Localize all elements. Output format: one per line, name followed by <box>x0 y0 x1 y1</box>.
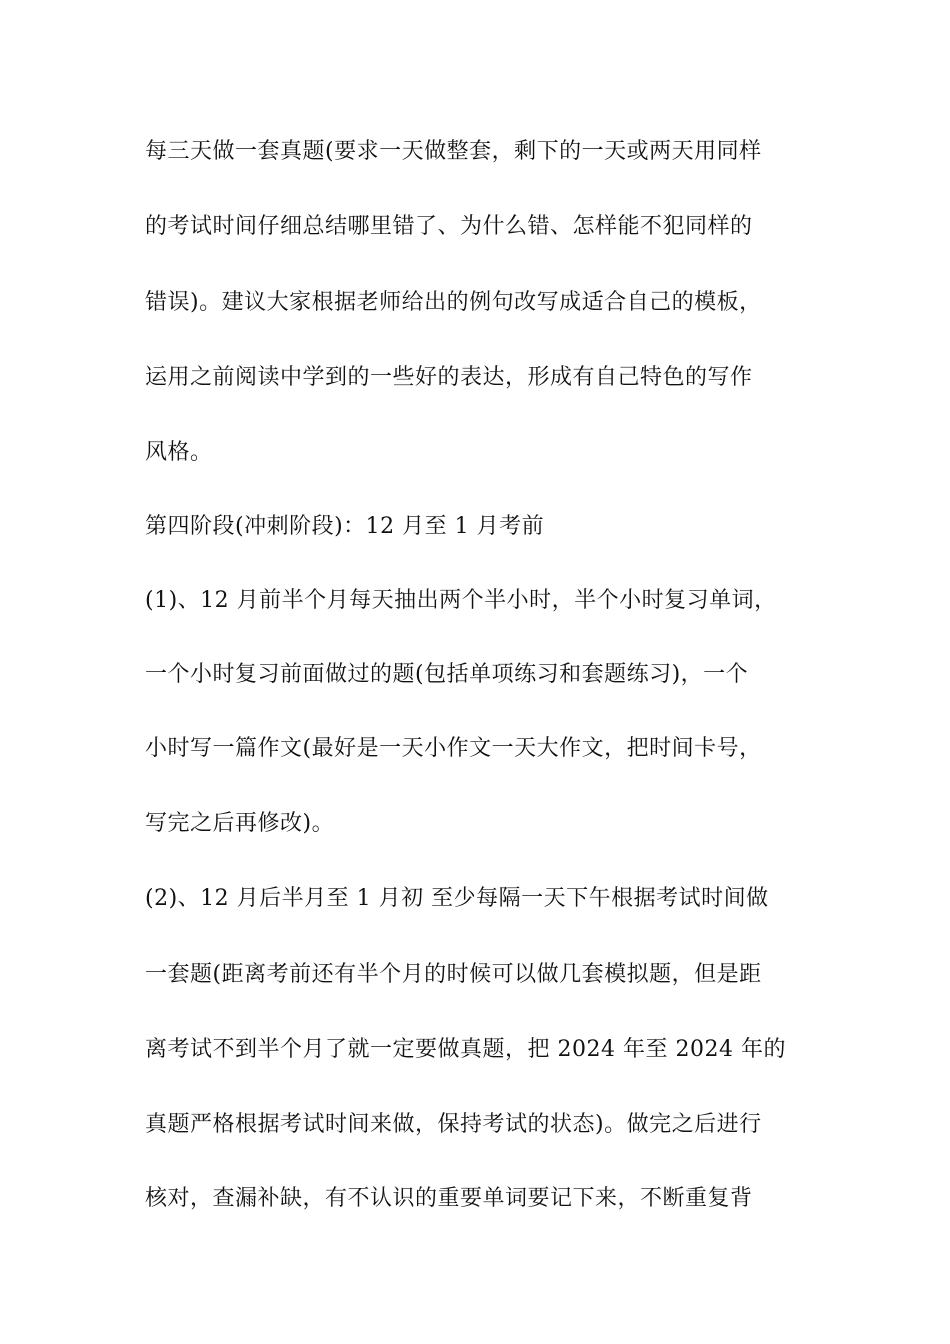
text-line: 每三天做一套真题(要求一天做整套，剩下的一天或两天用同样 <box>145 139 762 164</box>
text-line: 风格。 <box>145 440 213 465</box>
text-line: 运用之前阅读中学到的一些好的表达，形成有自己特色的写作 <box>145 365 753 390</box>
text-line: 的考试时间仔细总结哪里错了、为什么错、怎样能不犯同样的 <box>145 214 753 239</box>
text-line: 离考试不到半个月了就一定要做真题，把 2024 年至 2024 年的 <box>145 1037 786 1062</box>
text-line: (2)、12 月后半月至 1 月初 至少每隔一天下午根据考试时间做 <box>145 886 769 911</box>
text-line: 小时写一篇作文(最好是一天小作文一天大作文，把时间卡号， <box>145 736 762 761</box>
text-line: 错误)。建议大家根据老师给出的例句改写成适合自己的模板， <box>145 290 762 315</box>
section-heading: 第四阶段(冲刺阶段)：12 月至 1 月考前 <box>145 514 545 539</box>
text-line: 真题严格根据考试时间来做，保持考试的状态)。做完之后进行 <box>145 1112 762 1137</box>
text-line: 一套题(距离考前还有半个月的时候可以做几套模拟题，但是距 <box>145 962 762 987</box>
text-line: 一个小时复习前面做过的题(包括单项练习和套题练习)，一个 <box>145 662 749 687</box>
text-line: 写完之后再修改)。 <box>145 811 335 836</box>
text-line: (1)、12 月前半个月每天抽出两个半小时，半个小时复习单词， <box>145 588 777 613</box>
text-line: 核对，查漏补缺，有不认识的重要单词要记下来，不断重复背 <box>145 1186 753 1211</box>
